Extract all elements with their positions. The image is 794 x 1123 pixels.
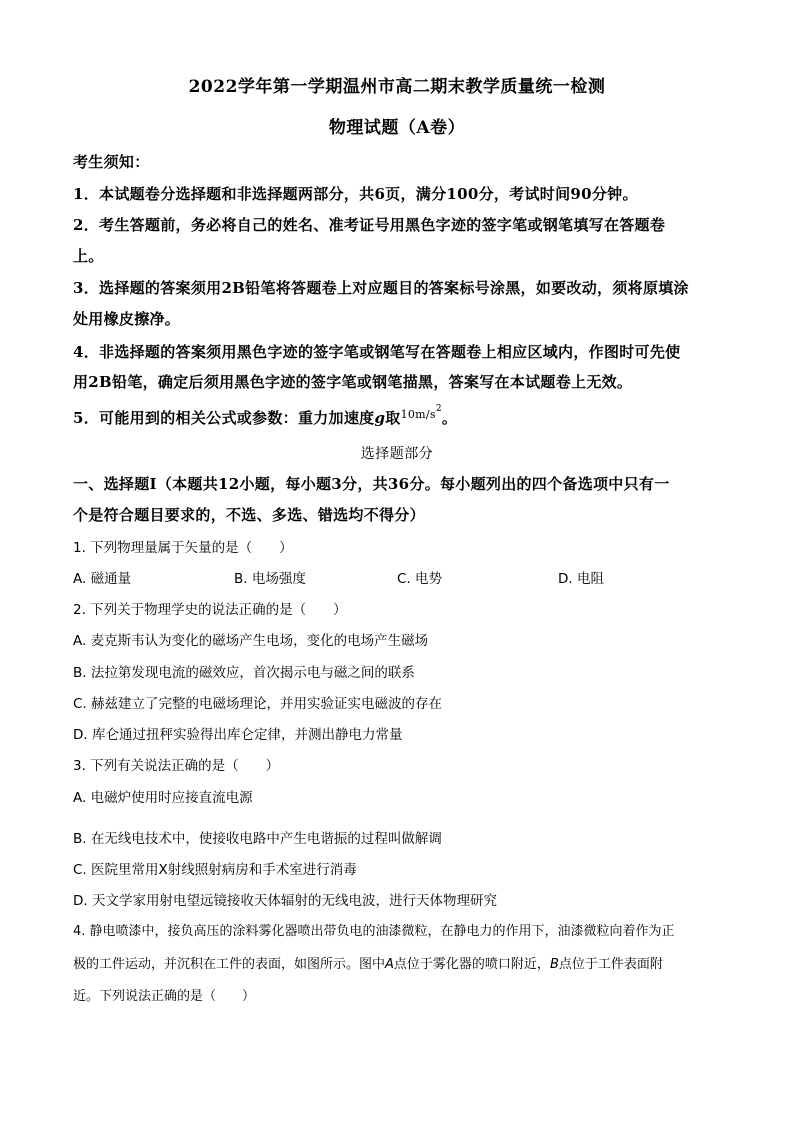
question-3-option-b: B. 在无线电技术中，使接收电路中产生电谐振的过程叫做解调 — [73, 831, 442, 847]
gravity-symbol: g — [374, 409, 386, 427]
question-3-option-c: C. 医院里常用X射线照射病房和手术室进行消毒 — [73, 862, 357, 878]
notice-line-1: 1．本试题卷分选择题和非选择题两部分，共6页，满分100分，考试时间90分钟。 — [73, 185, 638, 203]
question-4-line-2-pre: 极的工件运动，并沉积在工件的表面，如图所示。图中 — [73, 957, 386, 972]
question-1-option-d: D. 电阻 — [558, 571, 604, 587]
question-1-option-a: A. 磁通量 — [73, 571, 132, 587]
notice-line-5-end: 。 — [441, 409, 458, 427]
notice-heading: 考生须知： — [73, 153, 150, 171]
gravity-exponent: 2 — [435, 404, 442, 414]
section-part1-line-a: 一、选择题Ⅰ（本题共12小题，每小题3分，共36分。每小题列出的四个备选项中只有一 — [73, 475, 670, 493]
section-part1-line-b: 个是符合题目要求的，不选、多选、错选均不得分） — [73, 506, 425, 524]
point-a-label: A — [385, 957, 394, 972]
notice-line-3b: 处用橡皮擦净。 — [73, 310, 181, 328]
point-b-label: B — [549, 957, 559, 972]
question-1-option-c: C. 电势 — [397, 571, 443, 587]
section-heading: 选择题部分 — [360, 446, 434, 462]
question-3-stem: 3. 下列有关说法正确的是（ ） — [73, 758, 280, 774]
question-2-option-b: B. 法拉第发现电流的磁效应，首次揭示电与磁之间的联系 — [73, 665, 415, 681]
notice-line-5-pre: 5．可能用到的相关公式或参数：重力加速度 — [73, 409, 375, 427]
question-1-stem: 1. 下列物理量属于矢量的是（ ） — [73, 540, 293, 556]
question-4-line-3: 近。下列说法正确的是（ ） — [73, 989, 256, 1004]
exam-subtitle: 物理试题（A卷） — [328, 118, 466, 138]
notice-line-4a: 4．非选择题的答案须用黑色字迹的签字笔或钢笔写在答题卷上相应区域内，作图时可先使 — [73, 343, 681, 361]
question-3-option-d: D. 天文学家用射电望远镜接收天体辐射的无线电波，进行天体物理研究 — [73, 893, 497, 909]
question-2-option-d: D. 库仑通过扭秤实验得出库仑定律，并测出静电力常量 — [73, 727, 403, 743]
notice-line-3a: 3．选择题的答案须用2B铅笔将答题卷上对应题目的答案标号涂黑，如要改动，须将原填涂 — [73, 279, 689, 297]
notice-line-4b: 用2B铅笔，确定后须用黑色字迹的签字笔或钢笔描黑，答案写在本试题卷上无效。 — [73, 373, 633, 391]
notice-line-5 — [73, 404, 458, 428]
question-3-option-a: A. 电磁炉使用时应接直流电源 — [73, 790, 253, 806]
question-4-line-2-end: 点位于工件表面附 — [558, 957, 663, 972]
exam-title: 2022学年第一学期温州市高二期末教学质量统一检测 — [188, 77, 606, 97]
question-4-line-2-mid: 点位于雾化器的喷口附近， — [393, 957, 550, 972]
question-2-option-c: C. 赫兹建立了完整的电磁场理论，并用实验证实电磁波的存在 — [73, 696, 443, 712]
question-2-option-a: A. 麦克斯韦认为变化的磁场产生电场，变化的电场产生磁场 — [73, 633, 429, 649]
notice-line-2b: 上。 — [73, 247, 104, 265]
gravity-value: 10m/s — [400, 408, 436, 421]
question-4-line-2 — [73, 953, 663, 972]
notice-line-2a: 2．考生答题前，务必将自己的姓名、准考证号用黑色字迹的签字笔或钢笔填写在答题卷 — [73, 216, 666, 234]
notice-line-5-mid: 取 — [385, 409, 401, 427]
question-4-line-1: 4. 静电喷漆中，接负高压的涂料雾化器喷出带负电的油漆微粒，在静电力的作用下，油漆微粒向着作为正 — [73, 924, 675, 939]
question-2-stem: 2. 下列关于物理学史的说法正确的是（ ） — [73, 602, 347, 618]
question-1-option-b: B. 电场强度 — [234, 571, 306, 587]
